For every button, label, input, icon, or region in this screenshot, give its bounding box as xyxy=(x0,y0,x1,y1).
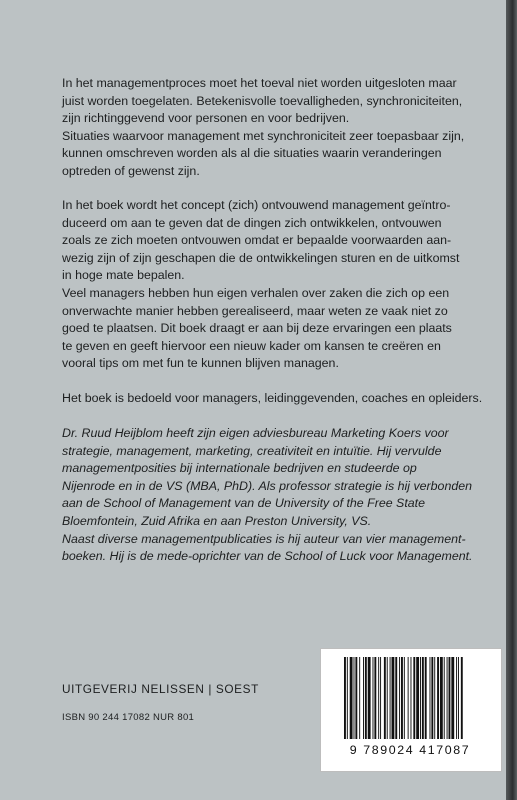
text-line: Dr. Ruud Heijblom heeft zijn eigen adviesbureau Marketing Koers voor xyxy=(62,426,449,440)
text-line: Situaties waarvoor management met synchroniciteit zeer toepasbaar zijn, xyxy=(62,128,465,143)
text-line: onverwachte manier hebben gerealiseerd, maar weten ze vaak niet zo xyxy=(62,303,448,318)
text-line: Naast diverse managementpublicaties is hij auteur van vier management- xyxy=(62,531,466,546)
text-line: Bloemfontein, Zuid Afrika en aan Preston University, VS. xyxy=(62,513,372,528)
text-line: zoals ze zich moeten ontvouwen omdat er bepaalde voorwaarden aan- xyxy=(62,233,452,248)
text-line: boeken. Hij is de mede-oprichter van de School of Luck voor Management. xyxy=(62,549,473,564)
text-line: juist worden toegelaten. Betekenisvolle toevalligheden, synchroniciteiten, xyxy=(62,93,463,108)
barcode-icon xyxy=(344,657,494,739)
text-line: duceerd om aan te geven dat de dingen zich ontwikkelen, ontvouwen xyxy=(62,215,442,230)
isbn-line: ISBN 90 244 17082 NUR 801 xyxy=(62,712,195,723)
text-line: vooral tips om met fun te kunnen blijven managen. xyxy=(62,356,339,371)
blurb-paragraph-2 xyxy=(62,197,492,373)
text-line: in hoge mate bepalen. xyxy=(62,268,185,283)
text-line: managementposities bij internationale bedrijven en studeerde op xyxy=(62,461,417,476)
barcode-number: 9 789024 417087 xyxy=(349,743,471,757)
author-bio xyxy=(62,425,492,566)
text-line: Nijenrode en in de VS (MBA, PhD). Als professor strategie is hij verbonden xyxy=(62,478,473,493)
text-line: optreden of gewenst zijn. xyxy=(62,163,200,178)
blurb-paragraph-1 xyxy=(62,75,492,181)
text-line: Het boek is bedoeld voor managers, leidinggevenden, coaches en opleiders. xyxy=(62,391,483,405)
text-line: te geven en geeft hiervoor een nieuw kader om kansen te creëren en xyxy=(62,338,441,353)
text-line: In het managementproces moet het toeval niet worden uitgesloten maar xyxy=(62,76,457,90)
text-line: aan de School of Management van de University of the Free State xyxy=(62,496,425,511)
text-line: goed te plaatsen. Dit boek draagt er aan bij deze ervaringen een plaats xyxy=(62,321,452,336)
text-line: wezig zijn of zijn geschapen die de ontwikkelingen sturen en de uitkomst xyxy=(62,250,460,265)
text-line: kunnen omschreven worden als al die situaties waarin veranderingen xyxy=(62,146,442,161)
publisher-name: UITGEVERIJ NELISSEN | SOEST xyxy=(62,682,259,696)
text-line: strategie, management, marketing, creativiteit en intuïtie. Hij vervulde xyxy=(62,443,442,458)
book-edge xyxy=(506,0,517,800)
text-line: zijn richtinggevend voor personen en voor bedrijven. xyxy=(62,111,350,126)
text-line: In het boek wordt het concept (zich) ontvouwend management geïntro- xyxy=(62,198,451,212)
audience-paragraph xyxy=(62,390,492,408)
text-line: Veel managers hebben hun eigen verhalen over zaken die zich op een xyxy=(62,285,450,300)
